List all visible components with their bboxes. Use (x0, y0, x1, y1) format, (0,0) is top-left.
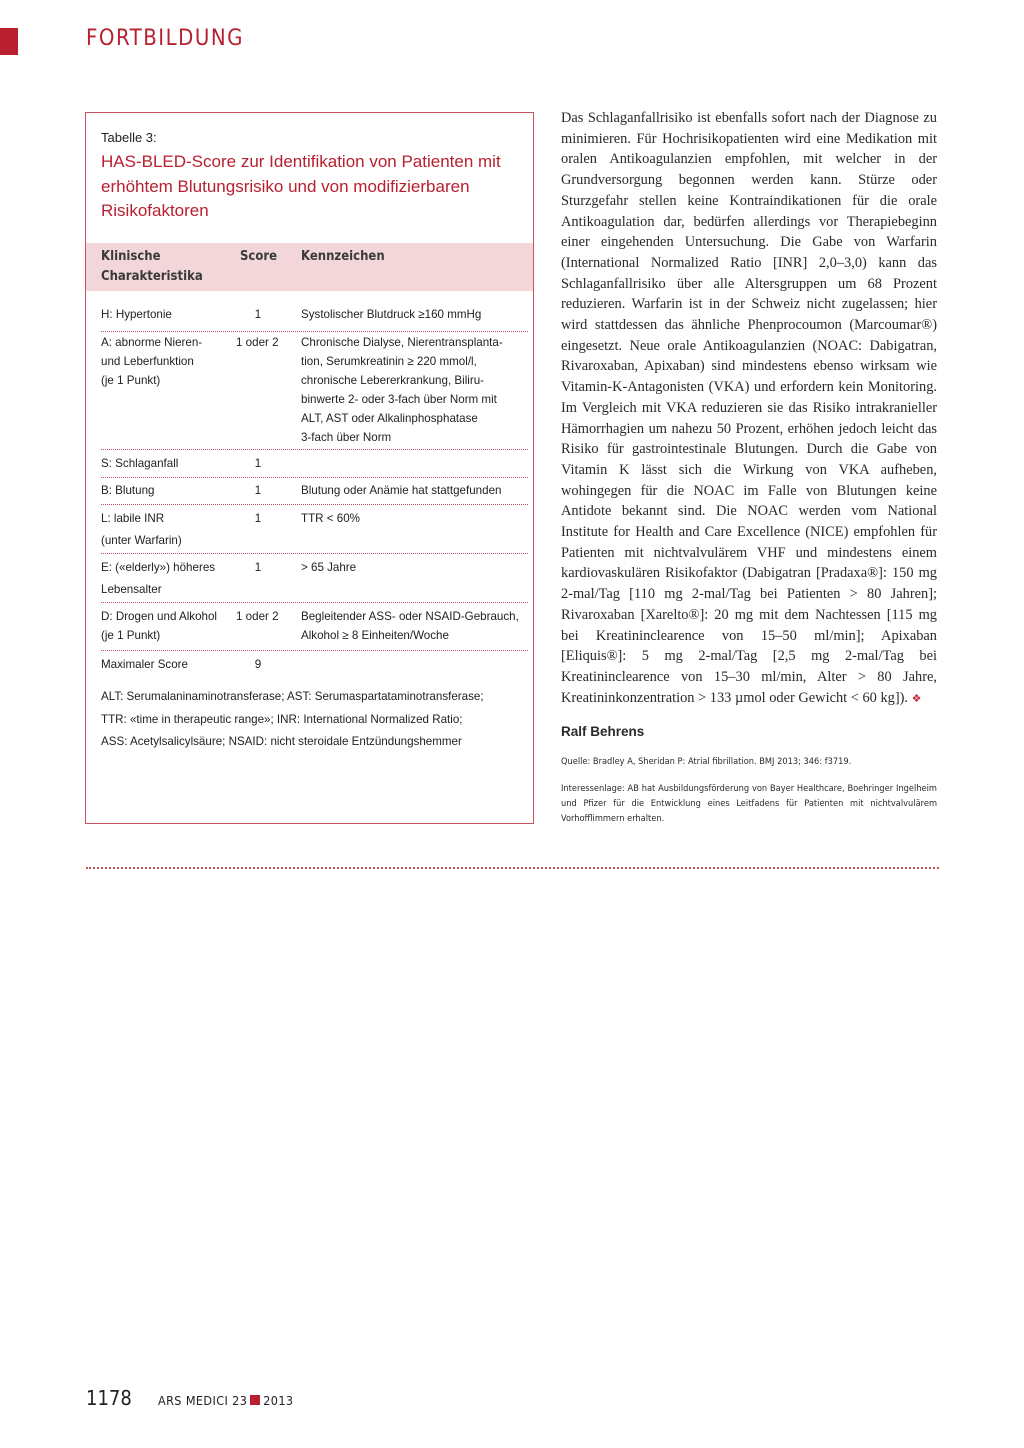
page-divider (86, 867, 939, 869)
table-row (101, 333, 528, 450)
conflict-of-interest: Interessenlage: AB hat Ausbildungsförderung von Bayer Healthcare, Boehringer Ingelheim und Pfizer für die Entwicklung eines Leitfadens für Patienten mit nichtvalvulärem Vorhofflimmern erhalten. (561, 783, 937, 824)
table-row (101, 305, 528, 332)
row-score: 1 (254, 561, 262, 574)
row-signs: Chronische Dialyse, Nierentransplanta- tion, Serumkreatinin ≥ 220 mmol/l, chronische Lebererkrankung, Biliru- binwerte 2- oder 3-fach über Norm mit ALT, AST oder Alkalinphosphatase 3-fach über Norm (301, 336, 503, 444)
row-signs: TTR < 60% (301, 512, 360, 525)
table-row (101, 508, 528, 554)
column-header-characteristics: Klinische Charakteristika (101, 249, 203, 284)
table-row (101, 607, 528, 651)
table-notes (101, 686, 526, 754)
author-name: Ralf Behrens (561, 724, 645, 739)
row-score: 1 oder 2 (236, 336, 279, 349)
section-title: FORTBILDUNG (86, 26, 245, 51)
row-characteristic: E: («elderly») höheres Lebensalter (101, 561, 216, 596)
page-number: 1178 (86, 1386, 132, 1410)
table-note: TTR: «time in therapeutic range»; INR: International Normalized Ratio; (101, 712, 463, 726)
table-header-row (86, 243, 533, 291)
article-body-text: Das Schlaganfallrisiko ist ebenfalls sofort nach der Diagnose zu minimieren. Für Hochrisikopatienten wird eine Medikation mit oralen Antikoagulanzien empfohlen, mit welcher in der Grundversorgung begonnen werden kann. Stürze oder Sturzgefahr stellen keine Kontraindikationen für die orale Antikoagulation dar, bedürfen allerdings vor Therapiebeginn einer eingehenden Untersuchung. Die Gabe von Warfarin (International Normalized Ratio [INR] 2,0–3,0) kann das Schlaganfallrisiko über alle Altersgruppen um 68 Prozent reduzieren. Warfarin ist in der Schweiz nicht zugelassen; hier wird stattdessen das ähnliche Phenprocoumon (Marcoumar®) eingesetzt. Neue orale Antikoagulanzien (NOAC: Dabigatran, Rivaroxaban, Apixaban) sind mindestens ebenso wirksam wie Vitamin-K-Antagonisten (VKA) und erfordern kein Monitoring. Im Vergleich mit VKA reduzieren sie das Risiko intrakranieller Hämorrhagien um nahezu 50 Prozent, erhöhen jedoch leicht das Risiko für gastrointestinale Blutungen. Durch die Gabe von Vitamin K lässt sich die Wirkung von VKA aufheben, wohingegen für die NOAC im Falle von Blutungen keine Antidote bekannt sind. Die NOAC werden vom National Institute for Health and Care Excellence (NICE) empfohlen für Patienten mit nichtvalvulärem VHF und mindestens einem kardiovaskulären Risikofaktor (Dabigatran [Pradaxa®]: 150 mg 2-mal/Tag [110 mg 2-mal/Tag bei Patienten > 80 Jahren]; Rivaroxaban [Xarelto®]: 20 mg mit dem Nachtessen [115 mg bei Kreatininclearence von 15–50 ml/min]; Apixaban [Eliquis®]: 5 mg 2-mal/Tag [2,5 mg 2-mal/Tag bei Kreatininclearence von 15–30 ml/min, Alter > 80 Jahre, Kreatininkonzentration > 133 µmol oder Gewicht < 60 kg]). (561, 110, 937, 706)
table-row-max-score (101, 655, 528, 677)
row-characteristic: S: Schlaganfall (101, 457, 179, 470)
table-title: HAS-BLED-Score zur Identifikation von Patienten mit erhöhtem Blutungsrisiko und von modifizierbaren Risikofaktoren (101, 152, 501, 220)
table-row (101, 557, 528, 603)
row-score: 1 (254, 512, 262, 525)
table-note: ASS: Acetylsalicylsäure; NSAID: nicht steroidale Entzündungshemmer (101, 735, 462, 748)
source-citation: Quelle: Bradley A, Sheridan P: Atrial fibrillation. BMJ 2013; 346: f3719. (561, 756, 852, 767)
square-icon (250, 1395, 260, 1405)
journal-info (158, 1393, 293, 1408)
row-characteristic: A: abnorme Nieren- und Leberfunktion (je 1 Punkt) (101, 336, 203, 387)
row-score: 1 (254, 457, 262, 470)
table-note: ALT: Serumalaninaminotransferase; AST: Serumaspartataminotransferase; (101, 690, 484, 703)
row-score: 1 oder 2 (236, 610, 279, 623)
section-accent-bar (0, 28, 18, 55)
end-mark-icon: ❖ (911, 692, 922, 705)
row-signs: > 65 Jahre (301, 561, 357, 574)
table-row (101, 481, 528, 505)
max-score-label: Maximaler Score (101, 658, 188, 671)
table-box (85, 112, 534, 824)
row-characteristic: L: labile INR (unter Warfarin) (101, 512, 182, 547)
row-characteristic: B: Blutung (101, 484, 155, 497)
journal-name: ARS MEDICI 23 (158, 1393, 248, 1408)
row-signs: Systolischer Blutdruck ≥160 mmHg (301, 308, 482, 321)
row-score: 1 (254, 308, 262, 321)
column-header-signs: Kennzeichen (301, 249, 385, 264)
row-signs: Blutung oder Anämie hat stattgefunden (301, 484, 502, 497)
row-characteristic: D: Drogen und Alkohol (je 1 Punkt) (101, 610, 218, 642)
row-signs: Begleitender ASS- oder NSAID-Gebrauch, Alkohol ≥ 8 Einheiten/Woche (301, 610, 519, 642)
column-header-score: Score (240, 249, 278, 264)
article-body (561, 108, 937, 709)
max-score-value: 9 (254, 658, 262, 671)
row-score: 1 (254, 484, 262, 497)
table-number: Tabelle 3: (101, 130, 157, 145)
table-row (101, 454, 528, 478)
row-characteristic: H: Hypertonie (101, 308, 172, 321)
journal-year: 2013 (263, 1393, 294, 1408)
